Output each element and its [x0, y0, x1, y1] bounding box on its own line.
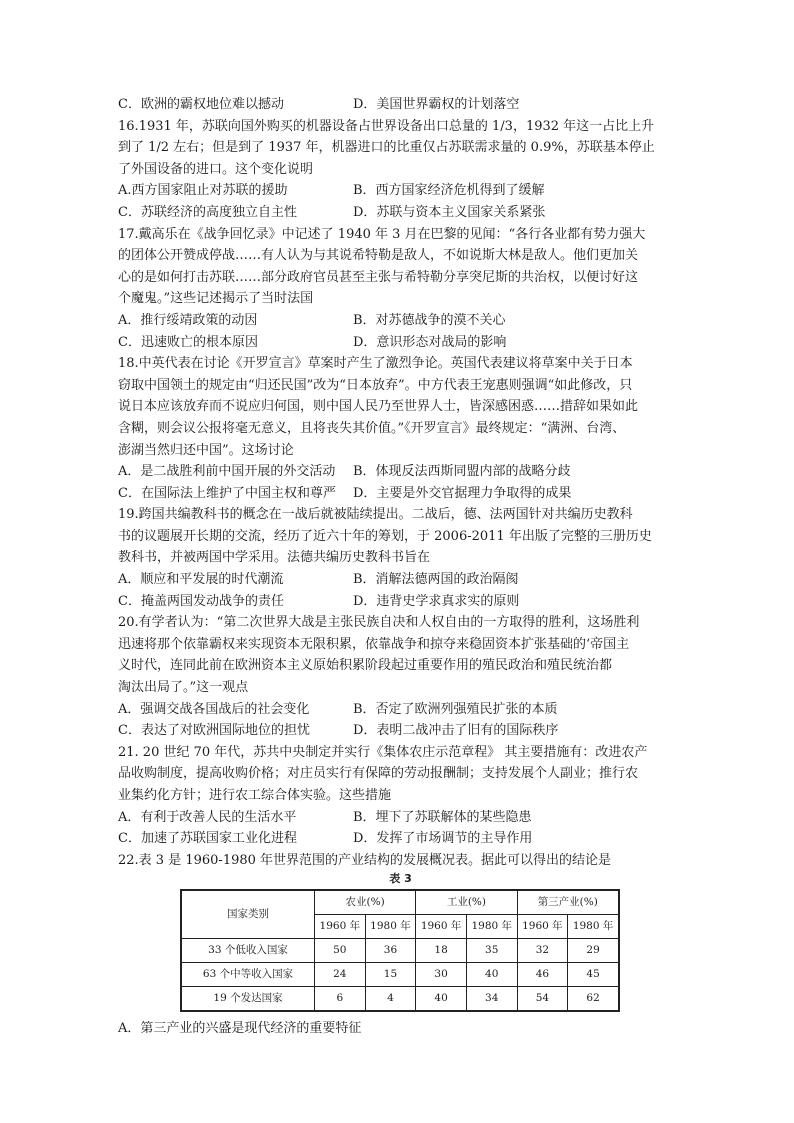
answer-options-row: [118, 483, 683, 505]
answer-option: C．迅速败亡的根本原因: [118, 334, 258, 350]
question-text-line: 含糊，则会议公报将毫无意义，且将丧失其价值。”《开罗宣言》最终规定：“满洲、台湾、: [118, 420, 626, 436]
answer-options-row: [118, 807, 683, 829]
question-text-line: 说日本应该放弃而不说应归何国，则中国人民乃至世界人士，皆深感困惑……措辞如果如此: [118, 399, 639, 415]
answer-option: B．体现反法西斯同盟内部的战略分歧: [353, 464, 571, 480]
answer-options-row: [118, 94, 683, 116]
table-row: [181, 963, 619, 987]
question-text-line: 澎湖当然归还中国”。这场讨论: [118, 442, 294, 458]
answer-option: C．掩盖两国发动战争的责任: [118, 593, 284, 609]
row-name-cell: 33 个低收入国家: [181, 939, 315, 963]
value-cell: 4: [365, 987, 416, 1012]
answer-option: B．埋下了苏联解体的某些隐患: [353, 809, 532, 825]
answer-options-row: [118, 310, 683, 332]
table-header-row: [181, 890, 619, 915]
answer-option: A．推行绥靖政策的动因: [118, 312, 258, 328]
answer-option: D．表明二战冲击了旧有的国际秩序: [353, 723, 559, 739]
answer-options-row: [118, 180, 683, 202]
answer-option: C．表达了对欧洲国际地位的担忧: [118, 723, 310, 739]
value-cell: 40: [416, 987, 467, 1012]
answer-option: B．对苏德战争的漠不关心: [353, 312, 506, 328]
year-cell: 1980 年: [365, 915, 416, 939]
year-cell: 1960 年: [315, 915, 366, 939]
answer-option: D．发挥了市场调节的主导作用: [353, 831, 533, 847]
answer-options-row: [118, 828, 683, 850]
question-text-line: 心的是如何打击苏联……部分政府官员甚至主张与希特勒分享突尼斯的共治权，以便讨好这: [118, 269, 639, 285]
year-cell: 1980 年: [568, 915, 619, 939]
row-name-cell: 19 个发达国家: [181, 987, 315, 1012]
table-row: [181, 939, 619, 963]
question-text-line: 18.中英代表在讨论《开罗宣言》草案时产生了激烈争论。英国代表建议将草案中关于日本: [118, 356, 633, 372]
question-text-line: 义时代，连同此前在欧洲资本主义原始积累阶段起过重要作用的殖民政治和殖民统治都: [118, 658, 613, 674]
answer-options-row: [118, 202, 683, 224]
question-text-line: 迅速将那个依靠霸权来实现资本无限积累，依靠战争和掠夺来稳固资本扩张基础的‘帝国主: [118, 636, 630, 652]
answer-option: D．违背史学求真求实的原则: [353, 593, 520, 609]
value-cell: 35: [466, 939, 517, 963]
answer-option: B．消解法德两国的政治隔阂: [353, 572, 519, 588]
value-cell: 45: [568, 963, 619, 987]
value-cell: 54: [517, 987, 568, 1012]
value-cell: 32: [517, 939, 568, 963]
question-text-line: 16.1931 年，苏联向国外购买的机器设备占世界设备出口总量的 1/3，1932 年这一占比上升: [118, 118, 655, 134]
question-text-line: 业集约化方针；进行农工综合体实验。这些措施: [118, 788, 392, 803]
question-text-line: 20.有学者认为：“第二次世界大战是主张民族自决和人权自由的一方取得的胜利，这场胜利: [118, 615, 640, 631]
value-cell: 29: [568, 939, 619, 963]
answer-options-row: [118, 461, 683, 483]
question-text-line: 品收购制度，提高收购价格；对庄员实行有保障的劳动报酬制；支持发展个人副业；推行农: [118, 766, 639, 782]
answer-options-row: [118, 699, 683, 721]
answer-options-row: [118, 720, 683, 742]
value-cell: 24: [315, 963, 366, 987]
table-row: [181, 987, 619, 1012]
answer-option: D．美国世界霸权的计划落空: [353, 97, 520, 112]
question-text-block: [118, 94, 683, 871]
question-text-line: 教科书，并被两国中学采用。法德共编历史教科书旨在: [118, 550, 431, 566]
row-header-cell: 国家类别: [181, 890, 315, 939]
answer-option: A．顺应和平发展的时代潮流: [118, 572, 284, 588]
year-cell: 1980 年: [466, 915, 517, 939]
answer-option: A．有利于改善人民的生活水平: [118, 809, 297, 825]
exam-page: [118, 94, 683, 1040]
group-header-industry: 工业(%): [416, 890, 517, 915]
question-text-line: 个魔鬼。”这些记述揭示了当时法国: [118, 291, 314, 307]
question-text-line: 21. 20 世纪 70 年代，苏共中央制定并实行《集体农庄示范章程》 其主要措施有：改进农产: [118, 744, 648, 760]
value-cell: 15: [365, 963, 416, 987]
question-text-line: 淘汰出局了。”这一观点: [118, 680, 249, 696]
question-text-line: 书的议题展开长期的交流，经历了近六十年的筹划，于 2006-2011 年出版了完整的三册历史: [118, 528, 652, 544]
answer-option: A.西方国家阻止对苏联的援助: [118, 183, 288, 199]
question-text-line: 的团体公开赞成停战……有人认为与其说希特勒是敌人，不如说斯大林是敌人。他们更加关: [118, 248, 639, 264]
answer-options-row: [118, 569, 683, 591]
value-cell: 46: [517, 963, 568, 987]
question-text-line: 窃取中国领土的规定由“归还民国”改为“日本放弃”。中方代表王宠惠则强调“如此修改，只: [118, 377, 633, 393]
answer-option: D．主要是外交官据理力争取得的成果: [353, 485, 572, 501]
industry-structure-table: [180, 889, 620, 1012]
option-a-q22: A．第三产业的兴盛是现代经济的重要特征: [118, 1021, 362, 1037]
answer-option: C．苏联经济的高度独立自主性: [118, 204, 297, 220]
value-cell: 18: [416, 939, 467, 963]
answer-options-row: [118, 332, 683, 354]
answer-option: C．欧洲的霸权地位难以撼动: [118, 97, 284, 112]
question-text-line: 17.戴高乐在《战争回忆录》中记述了 1940 年 3 月在巴黎的见闻：“各行各业都有势力强大: [118, 226, 646, 242]
value-cell: 36: [365, 939, 416, 963]
answer-option: B．否定了欧洲列强殖民扩张的本质: [353, 701, 558, 717]
value-cell: 34: [466, 987, 517, 1012]
answer-options-row: [118, 591, 683, 613]
answer-option: A．是二战胜利前中国开展的外交活动: [118, 464, 336, 480]
answer-option: C．加速了苏联国家工业化进程: [118, 831, 297, 847]
value-cell: 40: [466, 963, 517, 987]
row-name-cell: 63 个中等收入国家: [181, 963, 315, 987]
answer-option: A．强调交战各国战后的社会变化: [118, 701, 310, 717]
answer-option: D．意识形态对战局的影响: [353, 334, 507, 350]
question-text-line: 22.表 3 是 1960-1980 年世界范围的产业结构的发展概况表。据此可以得出的结论是: [118, 852, 612, 868]
group-header-tertiary: 第三产业(%): [517, 890, 619, 915]
question-text-line: 了外国设备的进口。这个变化说明: [118, 161, 314, 177]
year-cell: 1960 年: [517, 915, 568, 939]
group-header-agriculture: 农业(%): [315, 890, 416, 915]
value-cell: 6: [315, 987, 366, 1012]
answer-option: B．西方国家经济危机得到了缓解: [353, 183, 545, 199]
value-cell: 50: [315, 939, 366, 963]
value-cell: 62: [568, 987, 619, 1012]
value-cell: 30: [416, 963, 467, 987]
answer-option: D．苏联与资本主义国家关系紧张: [353, 204, 546, 220]
answer-option: C．在国际法上维护了中国主权和尊严: [118, 485, 336, 501]
year-cell: 1960 年: [416, 915, 467, 939]
question-text-line: 到了 1/2 左右；但是到了 1937 年，机器进口的比重仅占苏联需求量的 0.9%，苏联基本停止: [118, 140, 655, 156]
table-title: 表 3: [389, 872, 412, 886]
question-text-line: 19.跨国共编教科书的概念在一战后就被陆续提出。二战后，德、法两国针对共编历史教科: [118, 507, 633, 523]
